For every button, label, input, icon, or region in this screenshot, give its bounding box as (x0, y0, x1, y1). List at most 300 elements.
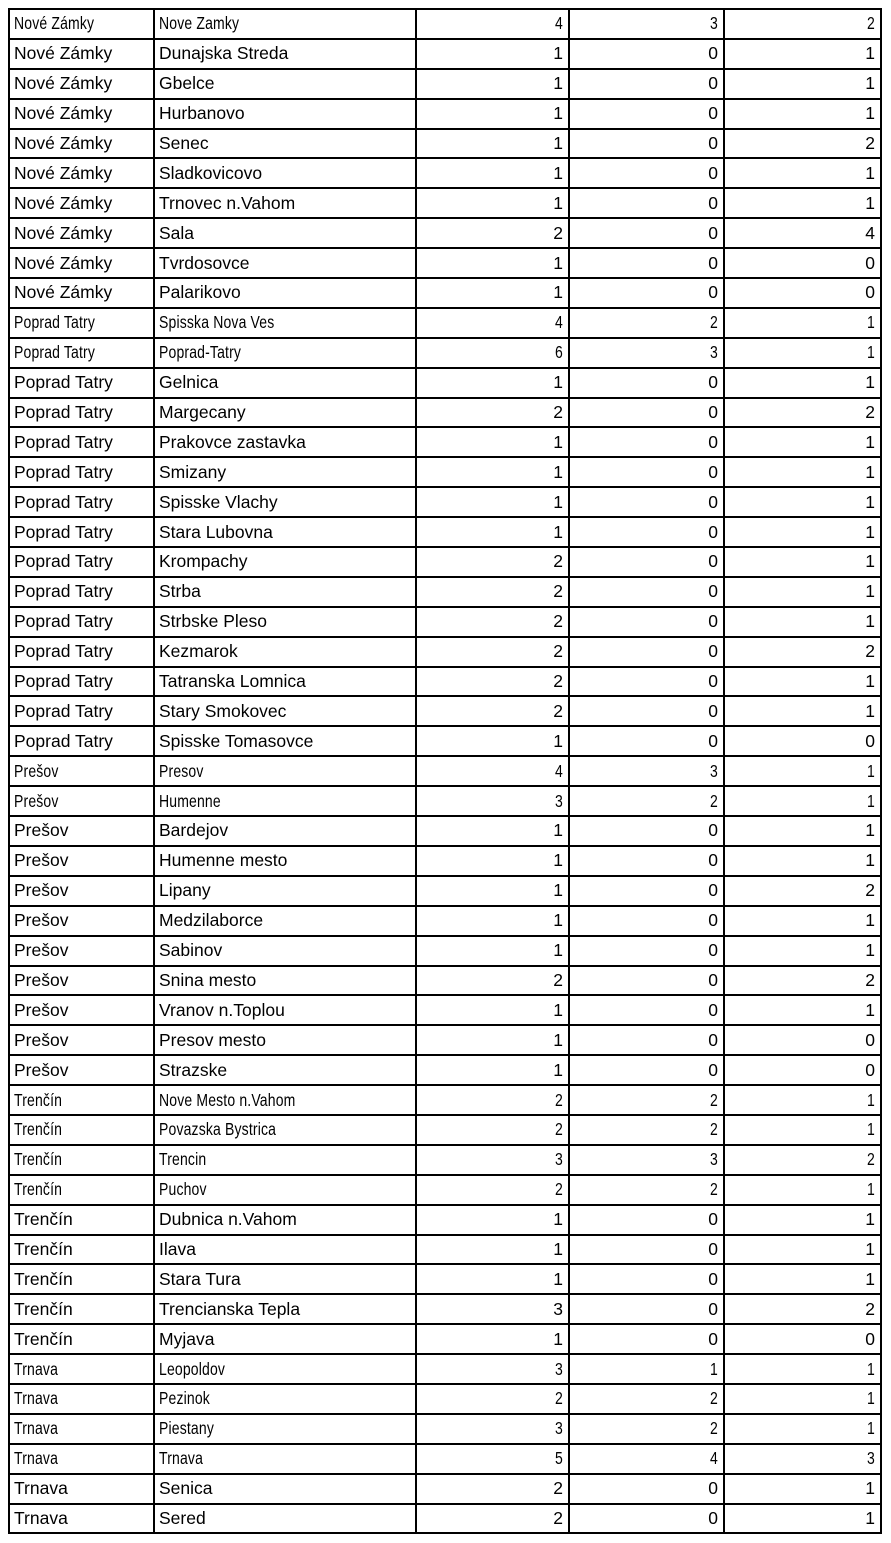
value1-label: 3 (555, 1418, 563, 1439)
value1-label: 1 (553, 1268, 563, 1289)
table-row (9, 876, 881, 906)
station-label: Tvrdosovce (159, 252, 250, 273)
value2-cell (569, 487, 724, 517)
table-row (9, 457, 881, 487)
region-label: Trnava (14, 1448, 59, 1469)
station-cell (154, 278, 416, 308)
region-cell (9, 786, 154, 816)
region-label: Nové Zámky (14, 222, 113, 243)
value1-cell (416, 457, 569, 487)
value2-label: 0 (708, 461, 718, 482)
region-label: Trnava (14, 1507, 68, 1528)
value1-label: 2 (553, 611, 563, 632)
value1-cell (416, 308, 569, 338)
value3-cell (724, 248, 881, 278)
region-cell (9, 308, 154, 338)
value2-label: 0 (708, 820, 718, 841)
region-label: Poprad Tatry (14, 491, 113, 512)
value2-label: 0 (708, 1478, 718, 1499)
region-label: Prešov (14, 1029, 69, 1050)
station-label: Sala (159, 222, 195, 243)
station-cell (154, 846, 416, 876)
value1-label: 1 (553, 730, 563, 751)
region-label: Poprad Tatry (14, 641, 113, 662)
value1-cell (416, 338, 569, 368)
value2-cell (569, 338, 724, 368)
table-row (9, 607, 881, 637)
region-label: Trenčín (14, 1149, 63, 1170)
value2-label: 0 (708, 1268, 718, 1289)
region-label: Poprad Tatry (14, 372, 113, 393)
value1-cell (416, 1384, 569, 1414)
value1-cell (416, 1055, 569, 1085)
value3-label: 2 (865, 133, 875, 153)
value1-cell (416, 158, 569, 188)
value2-cell (569, 308, 724, 338)
value3-label: 1 (867, 1089, 875, 1110)
value3-cell (724, 308, 881, 338)
table-row (9, 1055, 881, 1085)
value2-cell (569, 846, 724, 876)
value1-cell (416, 936, 569, 966)
station-label: Leopoldov (159, 1358, 226, 1379)
value1-cell (416, 1264, 569, 1294)
table-row (9, 1085, 881, 1115)
value2-label: 0 (708, 880, 718, 901)
value2-label: 0 (708, 133, 718, 153)
value3-cell (724, 517, 881, 547)
station-label: Spisska Nova Ves (159, 312, 275, 333)
value1-label: 1 (553, 491, 563, 512)
table-row (9, 248, 881, 278)
table-row (9, 1294, 881, 1324)
value2-cell (569, 756, 724, 786)
station-label: Humenne mesto (159, 850, 288, 871)
region-label: Trenčín (14, 1209, 73, 1230)
region-cell (9, 457, 154, 487)
table-row (9, 368, 881, 398)
region-label: Trnava (14, 1358, 59, 1379)
value2-cell (569, 876, 724, 906)
region-label: Poprad Tatry (14, 521, 113, 542)
value2-label: 0 (708, 372, 718, 393)
value3-label: 1 (865, 820, 875, 841)
region-cell (9, 1474, 154, 1504)
value3-label: 1 (867, 312, 875, 333)
value1-label: 1 (553, 43, 563, 64)
station-cell (154, 906, 416, 936)
station-cell (154, 69, 416, 99)
value2-cell (569, 1294, 724, 1324)
value2-label: 2 (710, 1119, 718, 1140)
region-label: Prešov (14, 910, 69, 931)
station-label: Spisske Tomasovce (159, 730, 314, 751)
value2-label: 3 (710, 1149, 718, 1170)
table-row (9, 816, 881, 846)
value1-cell (416, 1175, 569, 1205)
station-label: Poprad-Tatry (159, 342, 242, 363)
value3-label: 2 (865, 1298, 875, 1319)
region-cell (9, 99, 154, 129)
table-row (9, 966, 881, 996)
value1-label: 1 (553, 73, 563, 94)
region-cell (9, 427, 154, 457)
table-row (9, 218, 881, 248)
value1-label: 2 (553, 641, 563, 662)
value2-label: 3 (710, 342, 718, 363)
value3-label: 1 (865, 73, 875, 94)
region-label: Trenčín (14, 1328, 73, 1349)
region-label: Trenčín (14, 1119, 63, 1140)
value1-label: 1 (553, 133, 563, 153)
value3-label: 1 (867, 1388, 875, 1409)
station-cell (154, 99, 416, 129)
value2-label: 3 (710, 13, 718, 34)
region-cell (9, 1055, 154, 1085)
value1-cell (416, 1444, 569, 1474)
value3-label: 2 (865, 641, 875, 662)
value2-cell (569, 1474, 724, 1504)
region-cell (9, 726, 154, 756)
value2-cell (569, 726, 724, 756)
table-row (9, 517, 881, 547)
region-cell (9, 906, 154, 936)
station-label: Strazske (159, 1059, 228, 1080)
region-label: Trenčín (14, 1238, 73, 1259)
value2-label: 0 (708, 402, 718, 423)
station-label: Senec (159, 133, 209, 153)
value3-label: 1 (867, 1418, 875, 1439)
value2-cell (569, 906, 724, 936)
value1-cell (416, 1205, 569, 1235)
value1-label: 1 (553, 1029, 563, 1050)
value2-label: 2 (710, 1388, 718, 1409)
region-label: Nové Zámky (14, 192, 113, 213)
value1-label: 1 (553, 252, 563, 273)
station-cell (154, 786, 416, 816)
table-row (9, 995, 881, 1025)
value3-cell (724, 1324, 881, 1354)
value3-label: 0 (865, 252, 875, 273)
station-cell (154, 1025, 416, 1055)
table-row (9, 637, 881, 667)
value3-label: 1 (865, 551, 875, 572)
value3-cell (724, 9, 881, 39)
value2-cell (569, 129, 724, 159)
value2-label: 0 (708, 521, 718, 542)
station-label: Senica (159, 1478, 213, 1499)
value3-cell (724, 218, 881, 248)
value1-cell (416, 696, 569, 726)
table-row (9, 1354, 881, 1384)
region-cell (9, 1384, 154, 1414)
value2-cell (569, 1235, 724, 1265)
value2-label: 4 (710, 1448, 718, 1469)
value1-cell (416, 1474, 569, 1504)
station-cell (154, 158, 416, 188)
value2-label: 0 (708, 969, 718, 990)
value2-label: 0 (708, 910, 718, 931)
station-cell (154, 1055, 416, 1085)
station-cell (154, 607, 416, 637)
value2-label: 0 (708, 730, 718, 751)
table-row (9, 1115, 881, 1145)
value3-label: 1 (865, 1268, 875, 1289)
station-label: Stara Lubovna (159, 521, 273, 542)
value3-label: 1 (865, 581, 875, 602)
value1-label: 1 (553, 192, 563, 213)
value3-label: 1 (865, 671, 875, 692)
table-row (9, 577, 881, 607)
value1-cell (416, 218, 569, 248)
value1-label: 3 (555, 1149, 563, 1170)
value3-cell (724, 786, 881, 816)
value1-label: 1 (553, 103, 563, 124)
value3-cell (724, 158, 881, 188)
table-row (9, 427, 881, 457)
value1-cell (416, 1354, 569, 1384)
value3-label: 1 (867, 342, 875, 363)
station-cell (154, 487, 416, 517)
value2-cell (569, 696, 724, 726)
value3-cell (724, 756, 881, 786)
station-cell (154, 1444, 416, 1474)
region-label: Prešov (14, 820, 69, 841)
table-row (9, 1264, 881, 1294)
value2-label: 0 (708, 999, 718, 1020)
region-cell (9, 1115, 154, 1145)
value1-cell (416, 398, 569, 428)
value3-label: 3 (867, 1448, 875, 1469)
region-label: Prešov (14, 850, 69, 871)
station-cell (154, 427, 416, 457)
value2-label: 0 (708, 671, 718, 692)
region-label: Nové Zámky (14, 103, 113, 124)
value1-label: 1 (553, 521, 563, 542)
region-cell (9, 607, 154, 637)
region-cell (9, 1025, 154, 1055)
value3-label: 2 (867, 13, 875, 34)
value3-cell (724, 427, 881, 457)
station-label: Lipany (159, 880, 211, 901)
value3-cell (724, 1504, 881, 1534)
station-label: Sered (159, 1507, 206, 1528)
value3-label: 0 (865, 1029, 875, 1050)
region-label: Poprad Tatry (14, 402, 113, 423)
value2-label: 0 (708, 551, 718, 572)
region-cell (9, 1085, 154, 1115)
region-cell (9, 966, 154, 996)
station-cell (154, 667, 416, 697)
station-label: Krompachy (159, 551, 248, 572)
value3-cell (724, 1145, 881, 1175)
value3-cell (724, 1384, 881, 1414)
station-cell (154, 188, 416, 218)
value3-cell (724, 846, 881, 876)
value2-label: 0 (708, 1298, 718, 1319)
value3-cell (724, 69, 881, 99)
value2-cell (569, 1085, 724, 1115)
station-label: Trencianska Tepla (159, 1298, 301, 1319)
station-label: Pezinok (159, 1388, 210, 1409)
station-label: Dunajska Streda (159, 43, 289, 64)
value3-cell (724, 1115, 881, 1145)
region-label: Nové Zámky (14, 252, 113, 273)
value3-cell (724, 39, 881, 69)
station-label: Gelnica (159, 372, 219, 393)
value3-cell (724, 99, 881, 129)
value3-cell (724, 1474, 881, 1504)
region-cell (9, 995, 154, 1025)
value1-label: 1 (553, 910, 563, 931)
value1-label: 4 (555, 13, 563, 34)
region-cell (9, 248, 154, 278)
region-label: Trenčín (14, 1298, 73, 1319)
value3-label: 1 (865, 1238, 875, 1259)
value1-label: 1 (553, 431, 563, 452)
value1-label: 1 (553, 282, 563, 303)
region-label: Poprad Tatry (14, 551, 113, 572)
value2-label: 0 (708, 162, 718, 183)
table-row (9, 936, 881, 966)
value1-cell (416, 846, 569, 876)
station-cell (154, 1354, 416, 1384)
region-label: Prešov (14, 999, 69, 1020)
value2-cell (569, 1444, 724, 1474)
table-row (9, 278, 881, 308)
value1-label: 1 (553, 1209, 563, 1230)
station-label: Medzilaborce (159, 910, 264, 931)
region-cell (9, 1205, 154, 1235)
region-label: Poprad Tatry (14, 581, 113, 602)
value1-cell (416, 577, 569, 607)
value1-label: 4 (555, 312, 563, 333)
value2-label: 2 (710, 312, 718, 333)
value1-cell (416, 876, 569, 906)
value1-label: 3 (553, 1298, 563, 1319)
station-label: Trnovec n.Vahom (159, 192, 296, 213)
value1-cell (416, 69, 569, 99)
value1-cell (416, 786, 569, 816)
value1-label: 2 (555, 1089, 563, 1110)
station-label: Hurbanovo (159, 103, 245, 124)
station-label: Presov mesto (159, 1029, 266, 1050)
station-label: Trencin (159, 1149, 207, 1170)
value3-cell (724, 1235, 881, 1265)
value2-cell (569, 1504, 724, 1534)
station-cell (154, 517, 416, 547)
value3-label: 1 (865, 372, 875, 393)
table-row (9, 158, 881, 188)
value2-label: 0 (708, 103, 718, 124)
station-cell (154, 637, 416, 667)
value3-label: 1 (867, 1119, 875, 1140)
value1-cell (416, 368, 569, 398)
table-row (9, 9, 881, 39)
value3-cell (724, 876, 881, 906)
value1-label: 2 (555, 1388, 563, 1409)
station-cell (154, 876, 416, 906)
value3-label: 4 (865, 222, 875, 243)
station-cell (154, 696, 416, 726)
value2-cell (569, 188, 724, 218)
station-cell (154, 308, 416, 338)
value2-cell (569, 517, 724, 547)
station-label: Presov (159, 760, 204, 781)
region-cell (9, 547, 154, 577)
value1-cell (416, 756, 569, 786)
value3-cell (724, 457, 881, 487)
value3-label: 1 (865, 43, 875, 64)
station-label: Strbske Pleso (159, 611, 267, 632)
value3-cell (724, 278, 881, 308)
value2-label: 2 (710, 1179, 718, 1200)
value2-label: 0 (708, 940, 718, 961)
value3-label: 1 (865, 491, 875, 512)
region-cell (9, 846, 154, 876)
station-cell (154, 1205, 416, 1235)
table-row (9, 1145, 881, 1175)
value1-label: 2 (553, 1507, 563, 1528)
region-label: Prešov (14, 1059, 69, 1080)
table-row (9, 846, 881, 876)
value3-cell (724, 547, 881, 577)
region-label: Trenčín (14, 1179, 63, 1200)
value2-label: 0 (708, 282, 718, 303)
region-cell (9, 756, 154, 786)
value1-label: 2 (555, 1179, 563, 1200)
region-label: Nové Zámky (14, 162, 113, 183)
station-label: Stary Smokovec (159, 700, 287, 721)
value3-cell (724, 637, 881, 667)
value2-cell (569, 1025, 724, 1055)
region-label: Poprad Tatry (14, 730, 113, 751)
station-cell (154, 218, 416, 248)
region-label: Prešov (14, 880, 69, 901)
station-cell (154, 547, 416, 577)
value1-cell (416, 39, 569, 69)
region-cell (9, 129, 154, 159)
value3-label: 2 (865, 402, 875, 423)
value3-cell (724, 1354, 881, 1384)
station-label: Smizany (159, 461, 227, 482)
region-cell (9, 1264, 154, 1294)
station-label: Kezmarok (159, 641, 238, 662)
value1-label: 2 (553, 222, 563, 243)
value1-cell (416, 427, 569, 457)
value2-cell (569, 1414, 724, 1444)
value3-label: 1 (865, 1478, 875, 1499)
value1-label: 3 (555, 1358, 563, 1379)
value1-label: 1 (553, 1238, 563, 1259)
stations-table (8, 8, 882, 1534)
value3-label: 0 (865, 282, 875, 303)
value2-label: 0 (708, 611, 718, 632)
region-cell (9, 1145, 154, 1175)
value2-cell (569, 995, 724, 1025)
table-row (9, 1414, 881, 1444)
region-cell (9, 876, 154, 906)
value2-label: 2 (710, 1418, 718, 1439)
region-label: Nové Zámky (14, 73, 113, 94)
value1-cell (416, 1085, 569, 1115)
value1-label: 2 (553, 969, 563, 990)
value2-cell (569, 99, 724, 129)
value2-cell (569, 1384, 724, 1414)
value2-cell (569, 1264, 724, 1294)
region-cell (9, 1235, 154, 1265)
value2-cell (569, 577, 724, 607)
